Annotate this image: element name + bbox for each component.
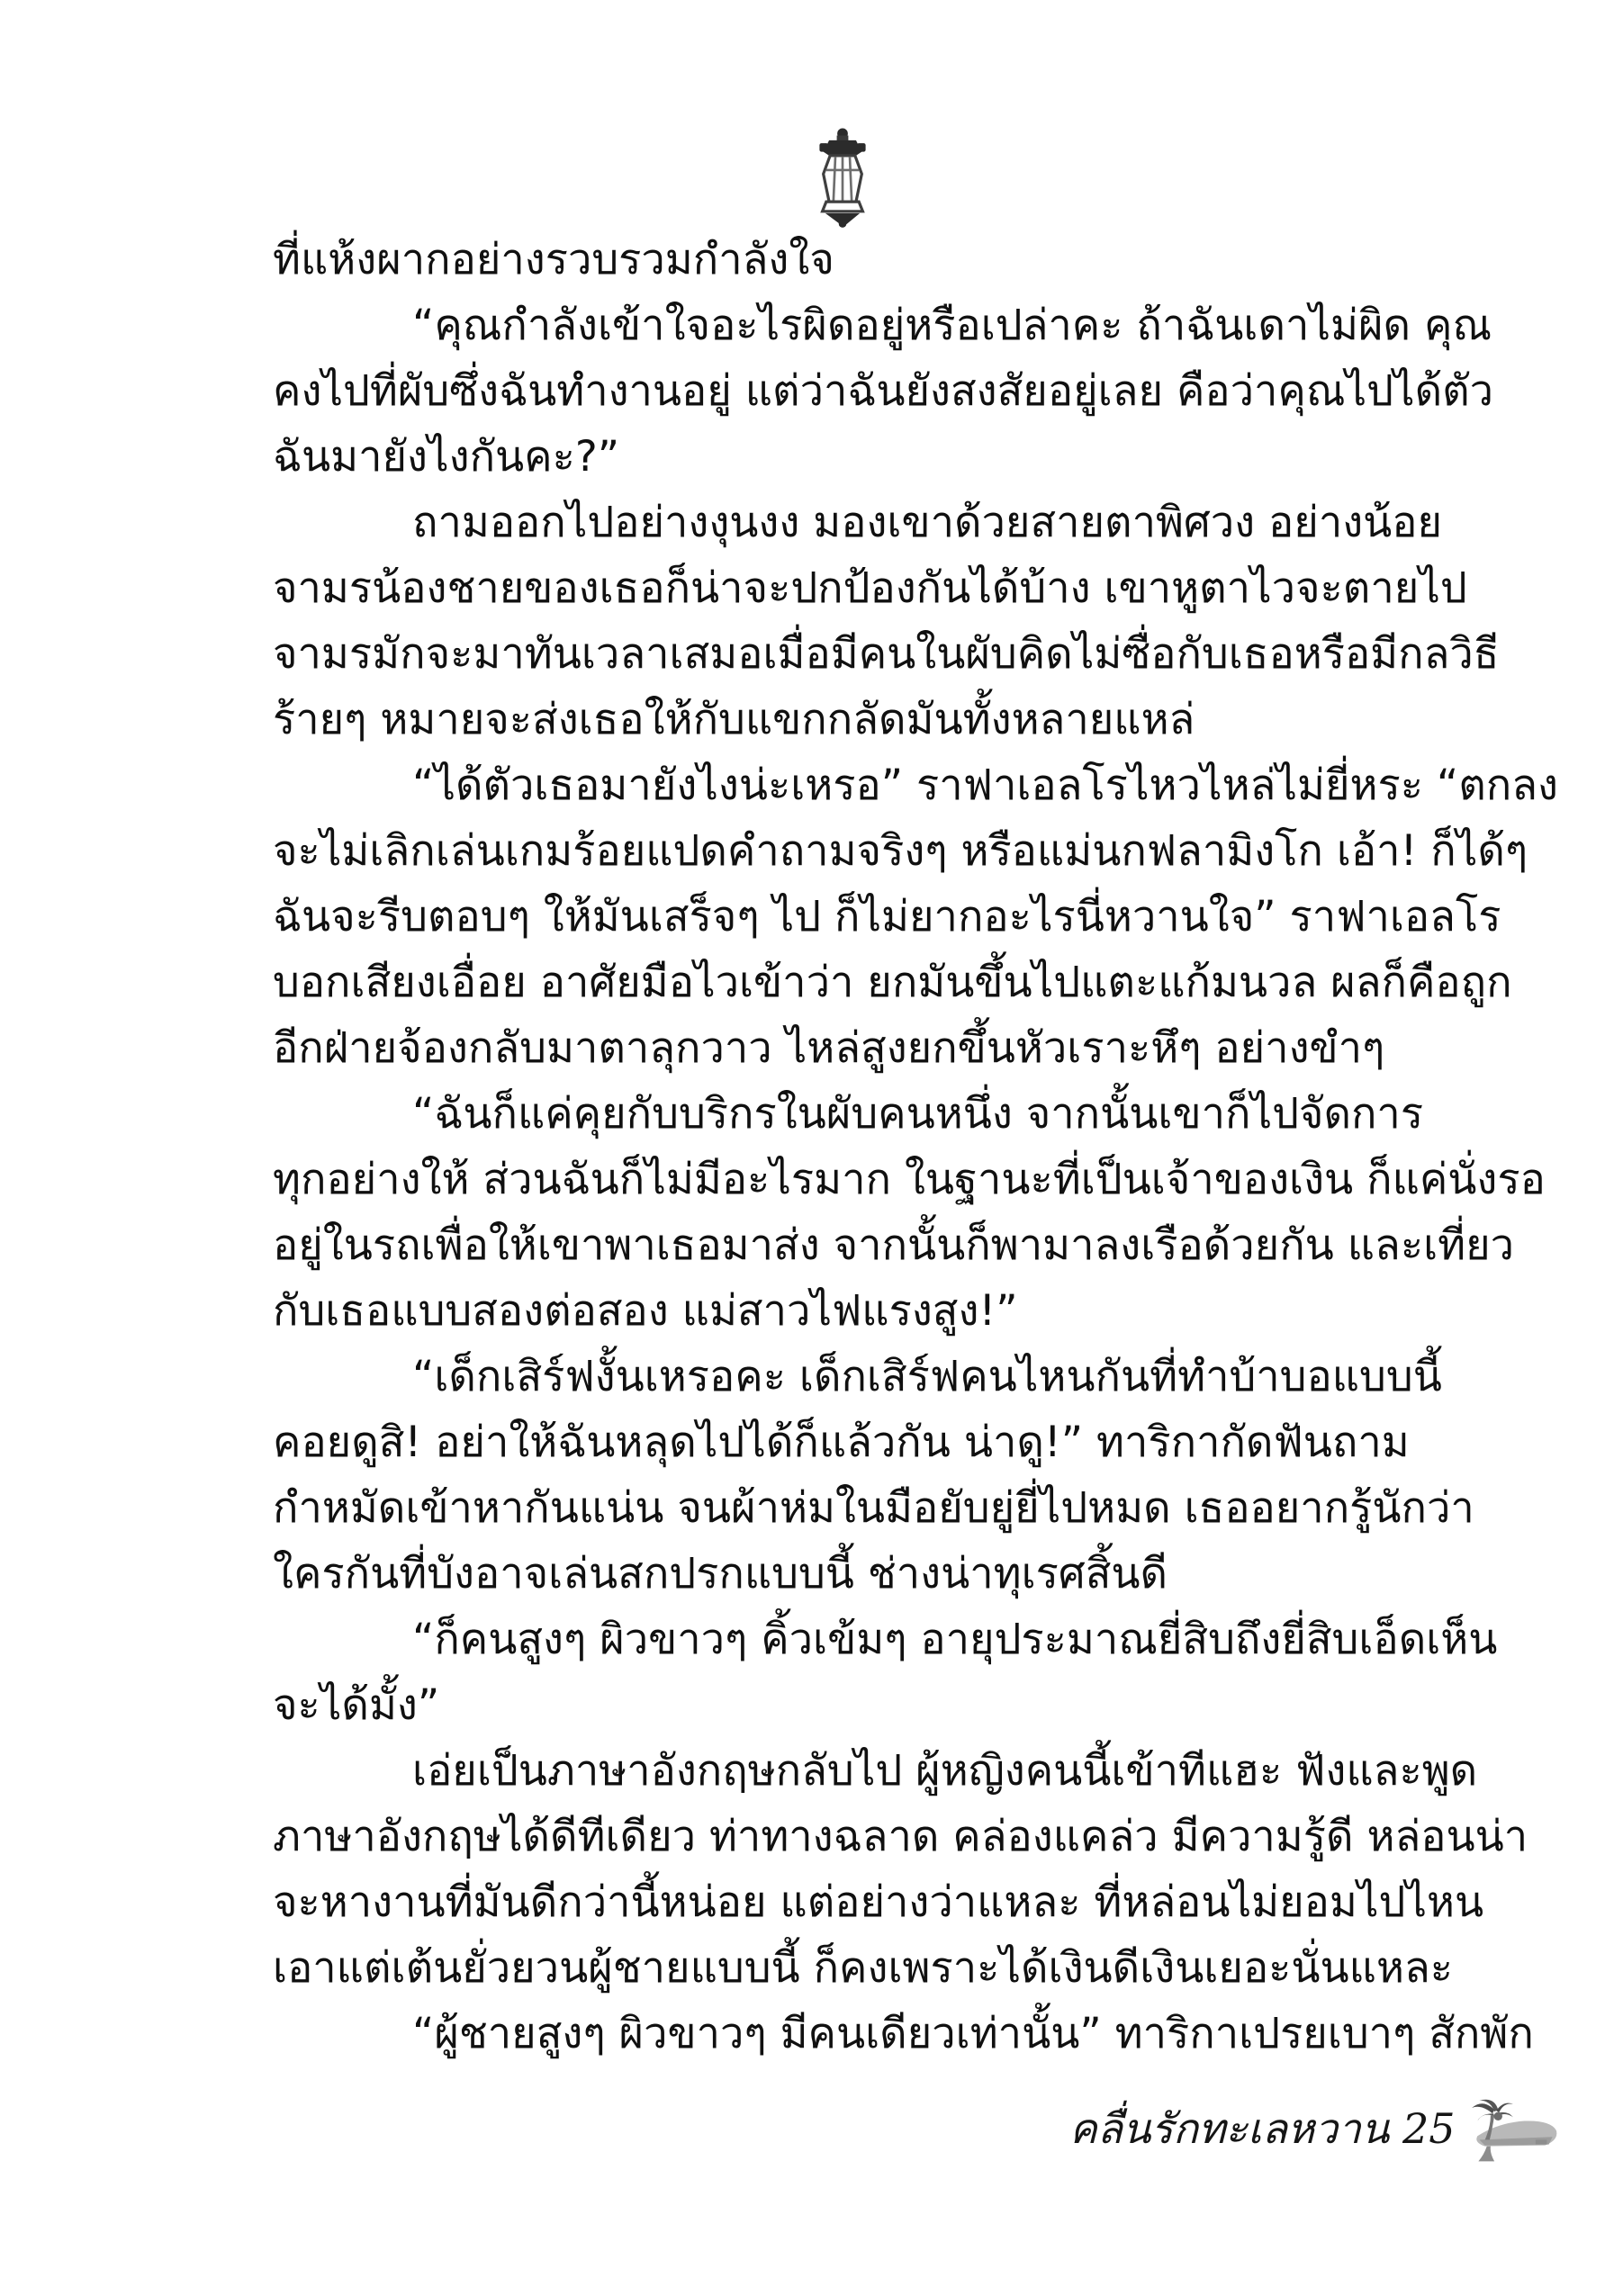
text-line: จะหางานที่มันดีกว่านี้หน่อย แต่อย่างว่าแหละ ที่หล่อนไม่ยอมไปไหน bbox=[273, 1877, 1484, 1927]
body-text bbox=[273, 227, 1558, 2066]
lantern-icon bbox=[817, 128, 868, 229]
footer bbox=[1069, 2093, 1560, 2165]
text-line: ถามออกไปอย่างงุนงง มองเขาด้วยสายตาพิศวง อย่างน้อย bbox=[412, 498, 1443, 547]
text-line: คอยดูสิ! อย่าให้ฉันหลุดไปได้ก็แล้วกัน น่าดู!” ทาริกากัดฟันถาม bbox=[273, 1418, 1410, 1467]
text-line: อยู่ในรถเพื่อให้เขาพาเธอมาส่ง จากนั้นก็พามาลงเรือด้วยกัน และเที่ยว bbox=[273, 1220, 1515, 1270]
text-line: จามรมักจะมาทันเวลาเสมอเมื่อมีคนในผับคิดไม่ซื่อกับเธอหรือมีกลวิธี bbox=[273, 629, 1500, 679]
text-line: ภาษาอังกฤษได้ดีทีเดียว ท่าทางฉลาด คล่องแคล่ว มีความรู้ดี หล่อนน่า bbox=[273, 1812, 1528, 1861]
text-line: จะได้มั้ง” bbox=[273, 1680, 440, 1730]
text-line: “เด็กเสิร์ฟงั้นเหรอคะ เด็กเสิร์ฟคนไหนกันที่ทำบ้าบอแบบนี้ bbox=[412, 1352, 1442, 1401]
text-line: ร้ายๆ หมายจะส่งเธอให้กับแขกกลัดมันทั้งหลายแหล่ bbox=[273, 695, 1195, 744]
text-line: “ก็คนสูงๆ ผิวขาวๆ คิ้วเข้มๆ อายุประมาณยี่สิบถึงยี่สิบเอ็ดเห็น bbox=[412, 1615, 1498, 1664]
text-line: กำหมัดเข้าหากันแน่น จนผ้าห่มในมือยับยู่ยี่ไปหมด เธออยากรู้นักว่า bbox=[273, 1483, 1474, 1533]
text-line: “คุณกำลังเข้าใจอะไรผิดอยู่หรือเปล่าคะ ถ้าฉันเดาไม่ผิด คุณ bbox=[412, 301, 1492, 350]
text-line: คงไปที่ผับซึ่งฉันทำงานอยู่ แต่ว่าฉันยังสงสัยอยู่เลย คือว่าคุณไปได้ตัว bbox=[273, 366, 1494, 416]
text-line: “ฉันก็แค่คุยกับบริกรในผับคนหนึ่ง จากนั้นเขาก็ไปจัดการ bbox=[412, 1089, 1424, 1139]
page-number: 25 bbox=[1402, 2104, 1456, 2153]
text-line: ฉันจะรีบตอบๆ ให้มันเสร็จๆ ไป ก็ไม่ยากอะไรนี่หวานใจ” ราฟาเอลโร bbox=[273, 892, 1501, 941]
text-line: ใครกันที่บังอาจเล่นสกปรกแบบนี้ ช่างน่าทุเรศสิ้นดี bbox=[273, 1549, 1168, 1598]
text-line: เอ่ยเป็นภาษาอังกฤษกลับไป ผู้หญิงคนนี้เข้าทีแฮะ ฟังและพูด bbox=[412, 1746, 1478, 1796]
footer-title bbox=[1069, 2093, 1456, 2164]
text-line: “ผู้ชายสูงๆ ผิวขาวๆ มีคนเดียวเท่านั้น” ทาริกาเปรยเบาๆ สักพัก bbox=[412, 2009, 1534, 2058]
text-line: “ได้ตัวเธอมายังไงน่ะเหรอ” ราฟาเอลโรไหวไหล่ไม่ยี่หระ “ตกลง bbox=[412, 761, 1558, 810]
text-line: ทุกอย่างให้ ส่วนฉันก็ไม่มีอะไรมาก ในฐานะที่เป็นเจ้าของเงิน ก็แค่นั่งรอ bbox=[273, 1155, 1546, 1204]
text-line: อีกฝ่ายจ้องกลับมาตาลุกวาว ไหล่สูงยกขึ้นหัวเราะหึๆ อย่างขำๆ bbox=[273, 1023, 1385, 1073]
text-line: จามรน้องชายของเธอก็น่าจะปกป้องกันได้บ้าง เขาหูตาไวจะตายไป bbox=[273, 563, 1467, 613]
text-line: กับเธอแบบสองต่อสอง แม่สาวไฟแรงสูง!” bbox=[273, 1286, 1018, 1336]
text-line: จะไม่เลิกเล่นเกมร้อยแปดคำถามจริงๆ หรือแม่นกฟลามิงโก เอ้า! ก็ได้ๆ bbox=[273, 826, 1528, 876]
palm-island-icon bbox=[1470, 2097, 1560, 2165]
text-line: ที่แห้งผากอย่างรวบรวมกำลังใจ bbox=[273, 235, 834, 284]
book-title: คลื่นรักทะเลหวาน bbox=[1069, 2104, 1390, 2153]
text-line: ฉันมายังไงกันคะ?” bbox=[273, 432, 620, 482]
text-line: บอกเสียงเอื่อย อาศัยมือไวเข้าว่า ยกมันขึ้นไปแตะแก้มนวล ผลก็คือถูก bbox=[273, 958, 1512, 1007]
text-line: เอาแต่เต้นยั่วยวนผู้ชายแบบนี้ ก็คงเพราะได้เงินดีเงินเยอะนั่นแหละ bbox=[273, 1943, 1453, 1993]
